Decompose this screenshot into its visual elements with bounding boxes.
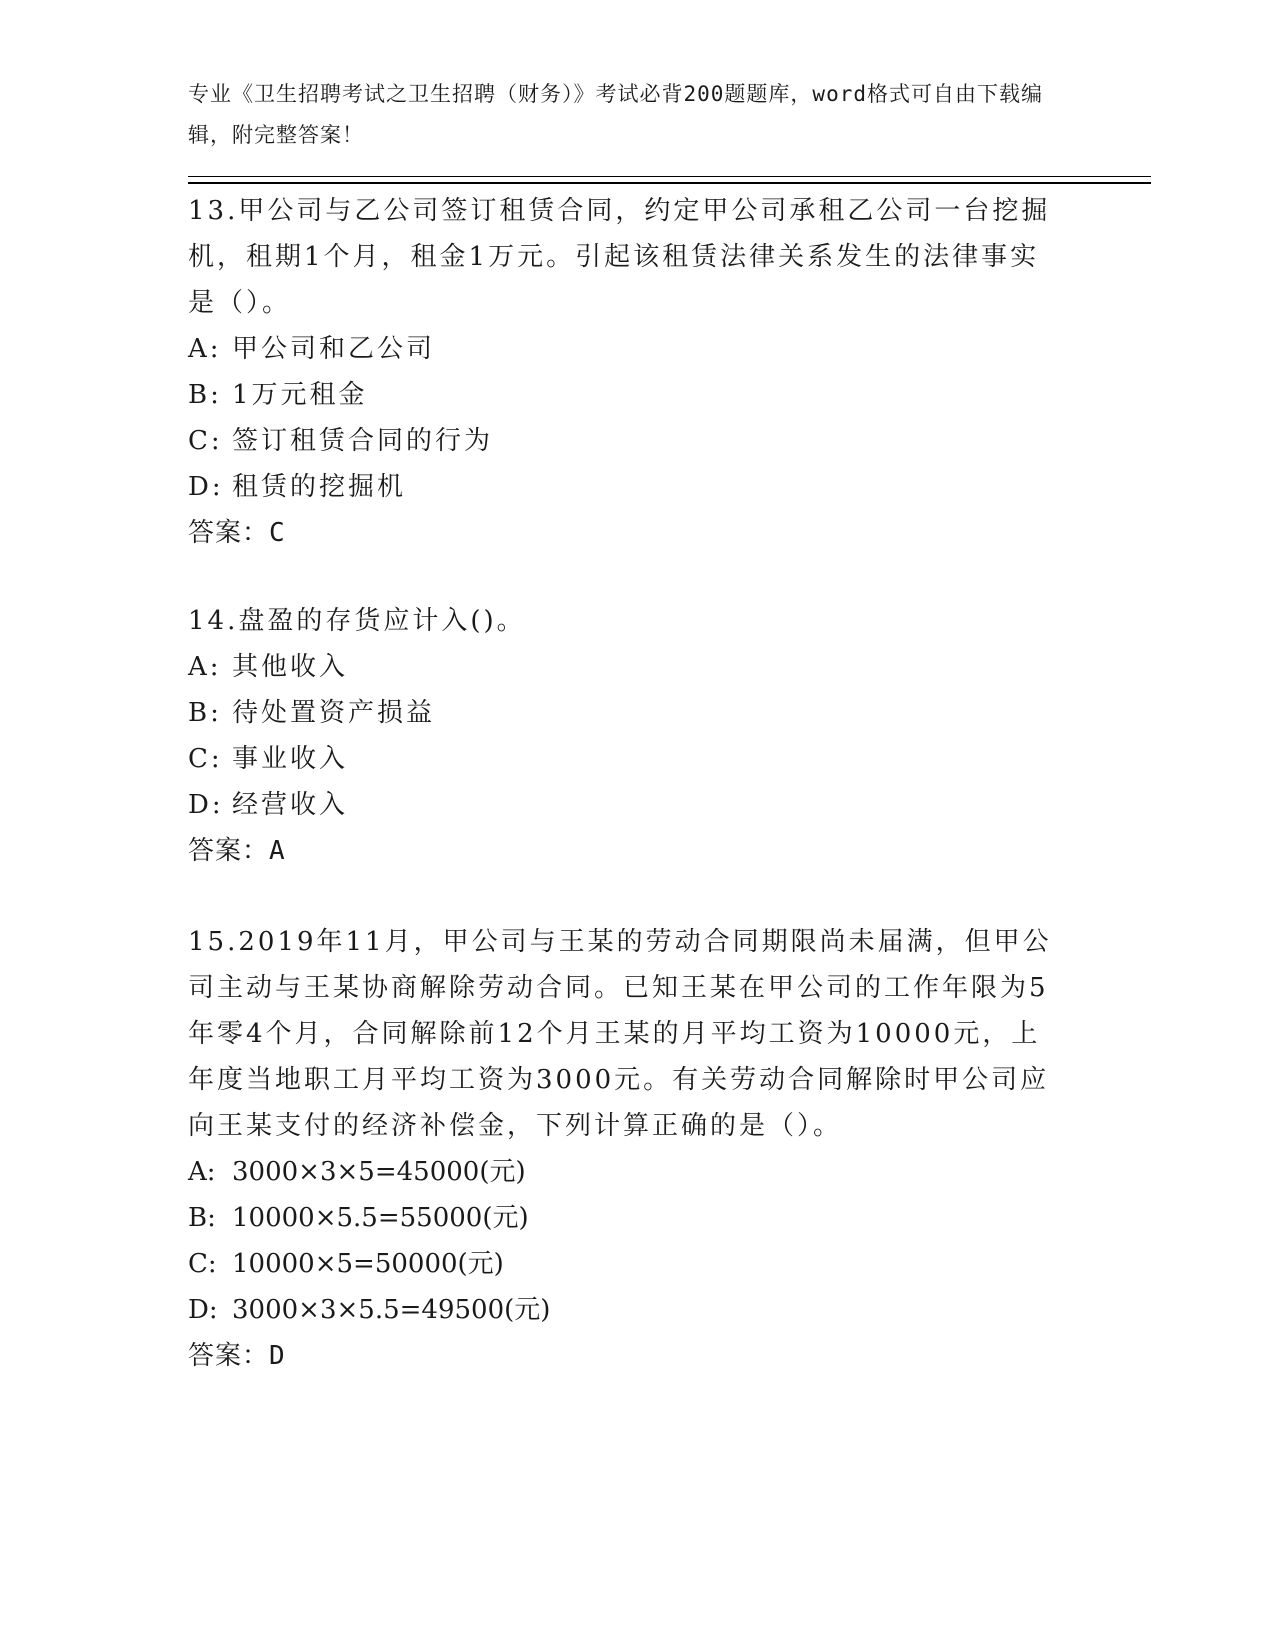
option-text: 经营收入 <box>232 790 349 820</box>
question-15 <box>188 919 1068 1379</box>
option-d <box>188 782 1068 828</box>
option-letter: C: <box>188 426 223 456</box>
option-letter: B: <box>188 1203 216 1233</box>
question-13 <box>188 188 1068 556</box>
option-c <box>188 1241 1068 1287</box>
option-a <box>188 1149 1068 1195</box>
option-letter: C: <box>188 1249 217 1279</box>
option-letter: B: <box>188 380 222 410</box>
option-letter: A: <box>188 652 222 682</box>
question-stem: 14.盘盈的存货应计入()。 <box>188 606 526 636</box>
question-stem: 13.甲公司与乙公司签订租赁合同，约定甲公司承租乙公司一台挖掘机，租期1个月，租金1万元。引起该租赁法律关系发生的法律事实是（）。 <box>188 196 1051 318</box>
option-text: 签订租赁合同的行为 <box>232 426 494 456</box>
option-letter: D: <box>188 1295 218 1325</box>
option-c <box>188 418 1068 464</box>
option-d <box>188 464 1068 510</box>
option-letter: D: <box>188 790 224 820</box>
option-text: 甲公司和乙公司 <box>232 334 436 364</box>
question-14 <box>188 598 1068 874</box>
option-a <box>188 326 1068 372</box>
option-text: 3000×3×5.5=49500(元) <box>232 1295 551 1325</box>
question-stem: 15.2019年11月，甲公司与王某的劳动合同期限尚未届满，但甲公司主动与王某协商解除劳动合同。已知王某在甲公司的工作年限为5年零4个月，合同解除前12个月王某的月平均工资为10000元，上年度当地职工月平均工资为3000元。有关劳动合同解除时甲公司应向王某支付的经济补偿金，下列计算正确的是（）。 <box>188 927 1052 1141</box>
option-letter: A: <box>188 1157 216 1187</box>
option-letter: D: <box>188 472 224 502</box>
header-divider-thick <box>188 182 1151 184</box>
option-b <box>188 1195 1068 1241</box>
option-b <box>188 372 1068 418</box>
option-letter: A: <box>188 334 222 364</box>
option-d <box>188 1287 1068 1333</box>
option-text: 3000×3×5=45000(元) <box>232 1157 526 1187</box>
option-text: 租赁的挖掘机 <box>232 472 407 502</box>
option-text: 10000×5.5=55000(元) <box>232 1203 529 1233</box>
option-letter: C: <box>188 744 223 774</box>
option-text: 待处置资产损益 <box>232 698 436 728</box>
answer-line: 答案：C <box>188 518 286 548</box>
answer-line: 答案：D <box>188 1341 286 1371</box>
option-letter: B: <box>188 698 222 728</box>
header-divider-thin <box>188 176 1151 177</box>
document-header: 专业《卫生招聘考试之卫生招聘（财务）》考试必背200题题库，word格式可自由下载编辑，附完整答案！ <box>188 82 1043 147</box>
option-text: 其他收入 <box>232 652 349 682</box>
answer-line: 答案：A <box>188 836 286 866</box>
option-text: 1万元租金 <box>232 380 368 410</box>
option-text: 10000×5=50000(元) <box>232 1249 504 1279</box>
option-a <box>188 644 1068 690</box>
option-text: 事业收入 <box>232 744 349 774</box>
option-c <box>188 736 1068 782</box>
option-b <box>188 690 1068 736</box>
